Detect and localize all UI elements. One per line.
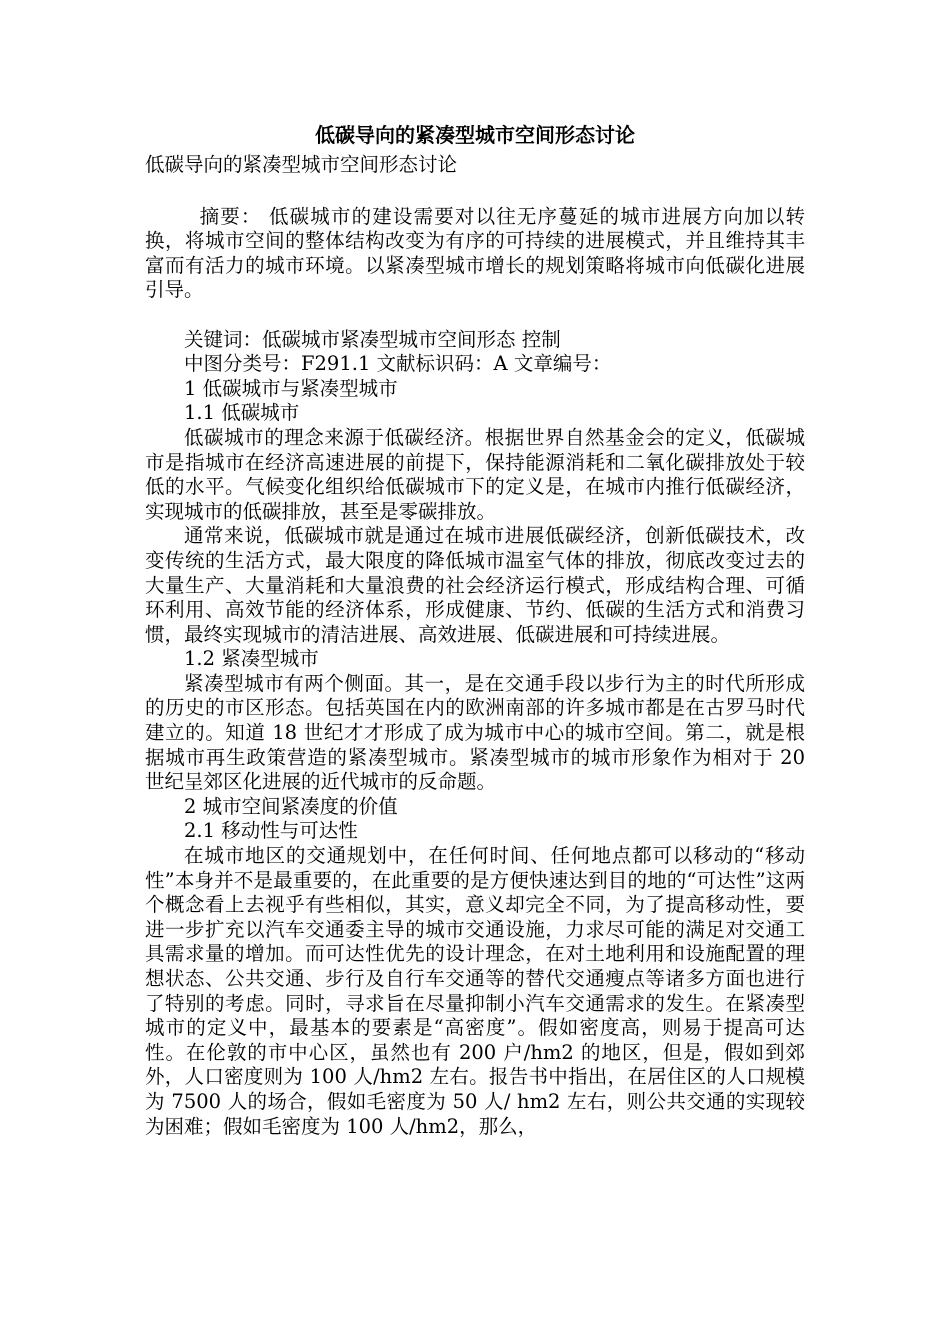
document-subtitle: 低碳导向的紧凑型城市空间形态讨论 bbox=[145, 153, 458, 176]
section-heading-1: 1 低碳城市与紧凑型城市 bbox=[184, 376, 398, 400]
paragraph-2-1-a: 在城市地区的交通规划中，在任何时间、任何地点都可以移动的“移动性”本身并不是最重要的，在此重要的是方便快速达到目的地的“可达性”这两个概念看上去视乎有些相似，其实，意义却完全不同，为了提高移动性，要进一步扩充以汽车交通委主导的城市交通设施，力求尽可能的满足对交通工具需求量的增加。而可达性优先的设计理念，在对土地利用和设施配置的理想状态、公共交通、步行及自行车交通等的替代交通瘦点等诸多方面也进行了特别的考虑。同时，寻求旨在尽量抑制小汽车交通需求的发生。在紧凑型城市的定义中，最基本的要素是“高密度”。假如密度高，则易于提高可达性。在伦敦的市中心区，虽然也有 200 户/hm2 的地区，但是，假如到郊外，人口密度则为 100 人/hm2 左右。报告书中指出，在居住区的人口规模为 7500 人的场合，假如毛密度为 50 人/ hm2 左右，则公共交通的实现较为困难；假如毛密度为 100 人/hm2，那么， bbox=[145, 844, 805, 1138]
blank-line bbox=[145, 303, 805, 328]
document-title: 低碳导向的紧凑型城市空间形态讨论 bbox=[315, 123, 635, 147]
paragraph-1-1-b: 通常来说，低碳城市就是通过在城市进展低碳经济，创新低碳技术，改变传统的生活方式，最大限度的降低城市温室气体的排放，彻底改变过去的大量生产、大量消耗和大量浪费的社会经济运行模式，形成结构合理、可循环利用、高效节能的经济体系，形成健康、节约、低碳的生活方式和消费习惯，最终实现城市的清洁进展、高效进展、低碳进展和可持续进展。 bbox=[145, 524, 805, 646]
paragraph-1-1-a: 低碳城市的理念来源于低碳经济。根据世界自然基金会的定义，低碳城市是指城市在经济高速进展的前提下，保持能源消耗和二氧化碳排放处于较低的水平。气候变化组织给低碳城市下的定义是，在城市内推行低碳经济，实现城市的低碳排放，甚至是零碳排放。 bbox=[145, 425, 805, 523]
section-heading-1-2: 1.2 紧凑型城市 bbox=[184, 647, 319, 671]
section-heading-2-1: 2.1 移动性与可达性 bbox=[184, 819, 358, 843]
section-heading-2: 2 城市空间紧凑度的价值 bbox=[184, 794, 398, 818]
abstract-paragraph: 摘要： 低碳城市的建设需要对以往无序蔓延的城市进展方向加以转换，将城市空间的整体结构改变为有序的可持续的进展模式，并且维持其丰富而有活力的城市环境。以紧凑型城市增长的规划策略将城市向低碳化进展引导。 bbox=[145, 204, 805, 302]
keywords-line: 关键词：低碳城市紧凑型城市空间形态 控制 bbox=[184, 327, 561, 351]
blank-line bbox=[145, 180, 805, 205]
paragraph-1-2-a: 紧凑型城市有两个侧面。其一，是在交通手段以步行为主的时代所形成的历史的市区形态。包括英国在内的欧洲南部的许多城市都是在古罗马时代建立的。知道 18 世纪才才形成了成为城市中心的城市空间。第二，就是根据城市再生政策营造的紧凑型城市。紧凑型城市的城市形象作为相对于 20 世纪呈郊区化进展的近代城市的反命题。 bbox=[145, 671, 805, 794]
section-heading-1-1: 1.1 低碳城市 bbox=[184, 401, 300, 425]
classification-line: 中图分类号：F291.1 文献标识码：A 文章编号： bbox=[184, 352, 612, 376]
document-page bbox=[145, 120, 805, 1139]
